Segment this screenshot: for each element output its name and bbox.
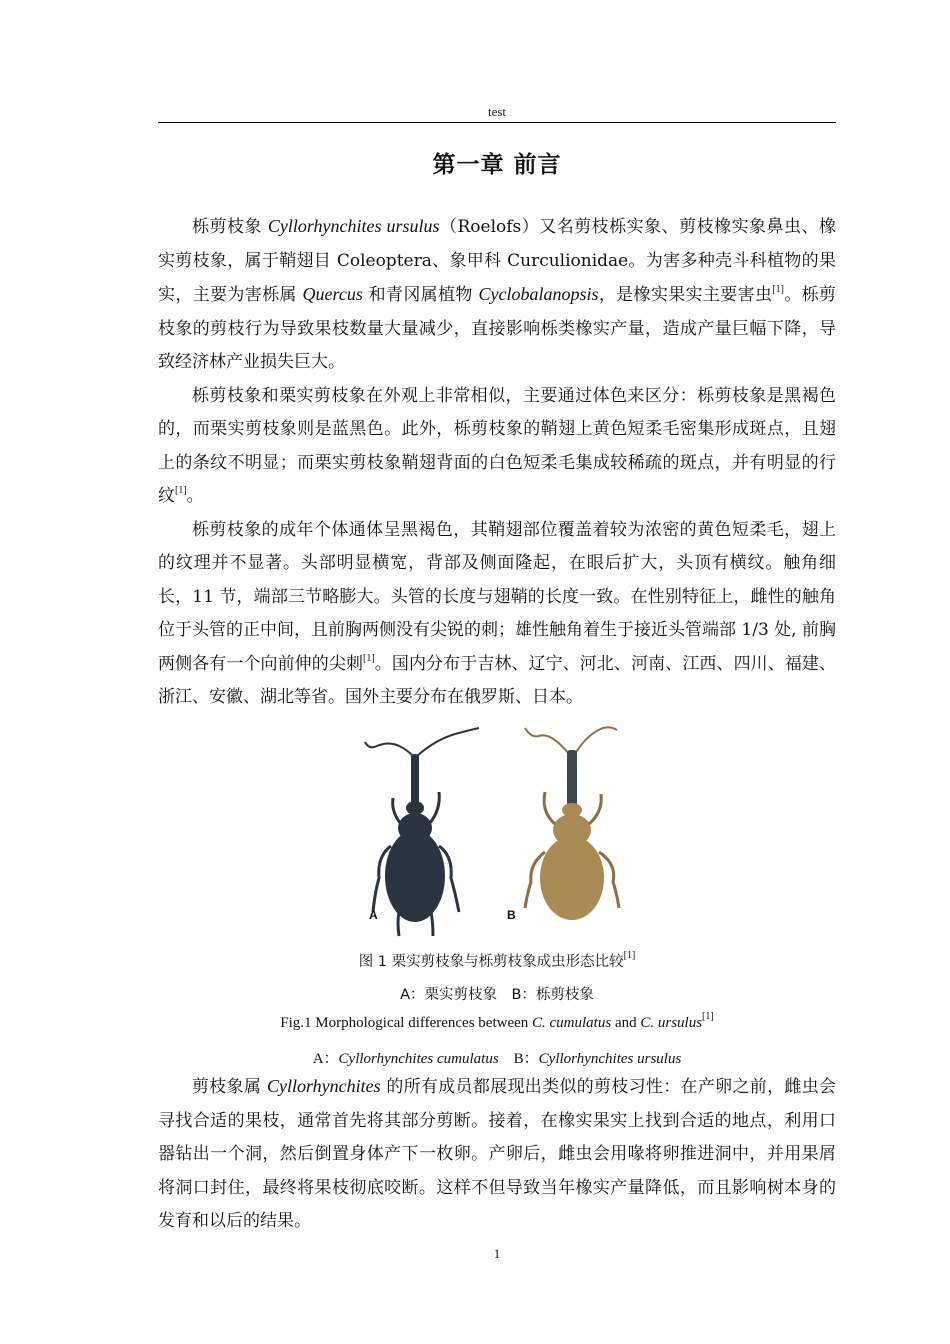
p1-species: Cyllorhynchites ursulus [267,216,440,236]
chapter-title: 第一章 前言 [432,152,562,178]
caption-en-and: and [611,1015,641,1031]
paragraph-4 [158,1070,836,1239]
subcaption-en-a: A： [312,1051,339,1067]
p1-genus-cyclobalanopsis: Cyclobalanopsis [478,284,599,304]
paragraph-3 [158,514,836,715]
p1-genus-quercus: Quercus [302,284,363,304]
subcaption-en-species-1: Cyllorhynchites cumulatus [338,1051,499,1067]
p1-text-c: 和青冈属植物 [362,285,479,305]
beetle-comparison-figure [355,716,641,940]
figure-caption-en [158,1011,836,1032]
beetle-b-icon [525,727,619,920]
caption-en-citation: [1] [702,1011,714,1022]
subcaption-en-b: B： [498,1051,539,1067]
p3-text-a: 栎剪枝象的成年个体通体呈黑褐色，其鞘翅部位覆盖着较为浓密的黄色短柔毛，翅上的纹理并不显著。头部明显横宽，背部及侧面隆起，在眼后扩大，头顶有横纹。触角细长，11 节，端部三节略膨大。头管的长度与翅鞘的长度一致。在性别特征上，雌性的触角位于头管的正中间，且前胸两侧没有尖锐的刺；雄性触角着生于接近头管端部 1/3 处, 前胸两侧各有一个向前伸的尖刺 [158,519,836,674]
p4-text-a: 剪枝象属 [192,1077,267,1097]
p2-text-a: 栎剪枝象和栗实剪枝象在外观上非常相似，主要通过体色来区分：栎剪枝象是黑褐色的，而栗实剪枝象则是蓝黑色。此外，栎剪枝象的鞘翅上黄色短柔毛密集形成斑点，且翅上的条纹不明显；而栗实剪枝象鞘翅背面的白色短柔毛集成较稀疏的斑点，并有明显的行纹 [158,385,836,506]
header-rule [158,122,836,123]
p3-text-b: 。国内分布于吉林、辽宁、河北、河南、江西、四川、福建、浙江、安徽、湖北等省。国外主要分布在俄罗斯、日本。 [158,653,837,707]
subcaption-en-species-2: Cyllorhynchites ursulus [538,1051,682,1067]
figure-subcaption-cn: A：栗实剪枝象 B：栎剪枝象 [400,987,594,1003]
figure-label-b: B [507,908,516,922]
p2-text-b: 。 [186,486,204,506]
page-number: 1 [493,1246,501,1261]
p1-text-a: 栎剪枝象 [192,217,268,237]
p4-text-b: 的所有成员都展现出类似的剪枝习性：在产卵之前，雌虫会寻找合适的果枝，通常首先将其部分剪断。接着，在橡实果实上找到合适的地点，利用口器钻出一个洞，然后倒置身体产下一枚卵。产卵后，雌虫会用喙将卵推进洞中，并用果屑将洞口封住，最终将果枝彻底咬断。这样不但导致当年橡实产量降低，而且影响树本身的发育和以后的结果。 [158,1077,837,1231]
p1-text-b: （Roelofs）又名剪枝栎实象、剪枝橡实象鼻虫、橡实剪枝象，属于鞘翅目 Coleoptera、象甲科 Curculionidae。为害多种壳斗科植物的果实，主要为害栎属 [158,217,836,305]
figure-subcaption-en [158,1047,836,1068]
p1-citation: [1] [772,284,784,295]
p4-genus: Cyllorhynchites [266,1076,381,1096]
paragraph-1 [158,210,836,380]
figure-caption-cn [158,950,836,971]
p1-text-d: ，是橡实果实主要害虫 [598,285,773,305]
p1-text-e: 。栎剪枝象的剪枝行为导致果枝数量大量减少，直接影响栎类橡实产量，造成产量巨幅下降，导致经济林产业损失巨大。 [158,285,837,372]
figure-label-a: A [369,908,378,922]
beetle-a-icon [365,728,479,936]
caption-en-species-2: C. ursulus [640,1015,703,1031]
caption-en-text: Fig.1 Morphological differences between [280,1015,533,1031]
caption-en-species-1: C. cumulatus [532,1015,612,1031]
caption-cn-title: 图 1 栗实剪枝象与栎剪枝象成虫形态比较 [358,954,624,970]
p2-citation: [1] [175,485,187,496]
closing-body [158,1070,836,1239]
beetle-illustration [355,716,641,940]
page-header: test [487,104,507,119]
p3-citation: [1] [363,652,375,664]
caption-cn-citation: [1] [623,950,636,961]
paragraph-2 [158,380,836,514]
intro-body [158,210,836,715]
